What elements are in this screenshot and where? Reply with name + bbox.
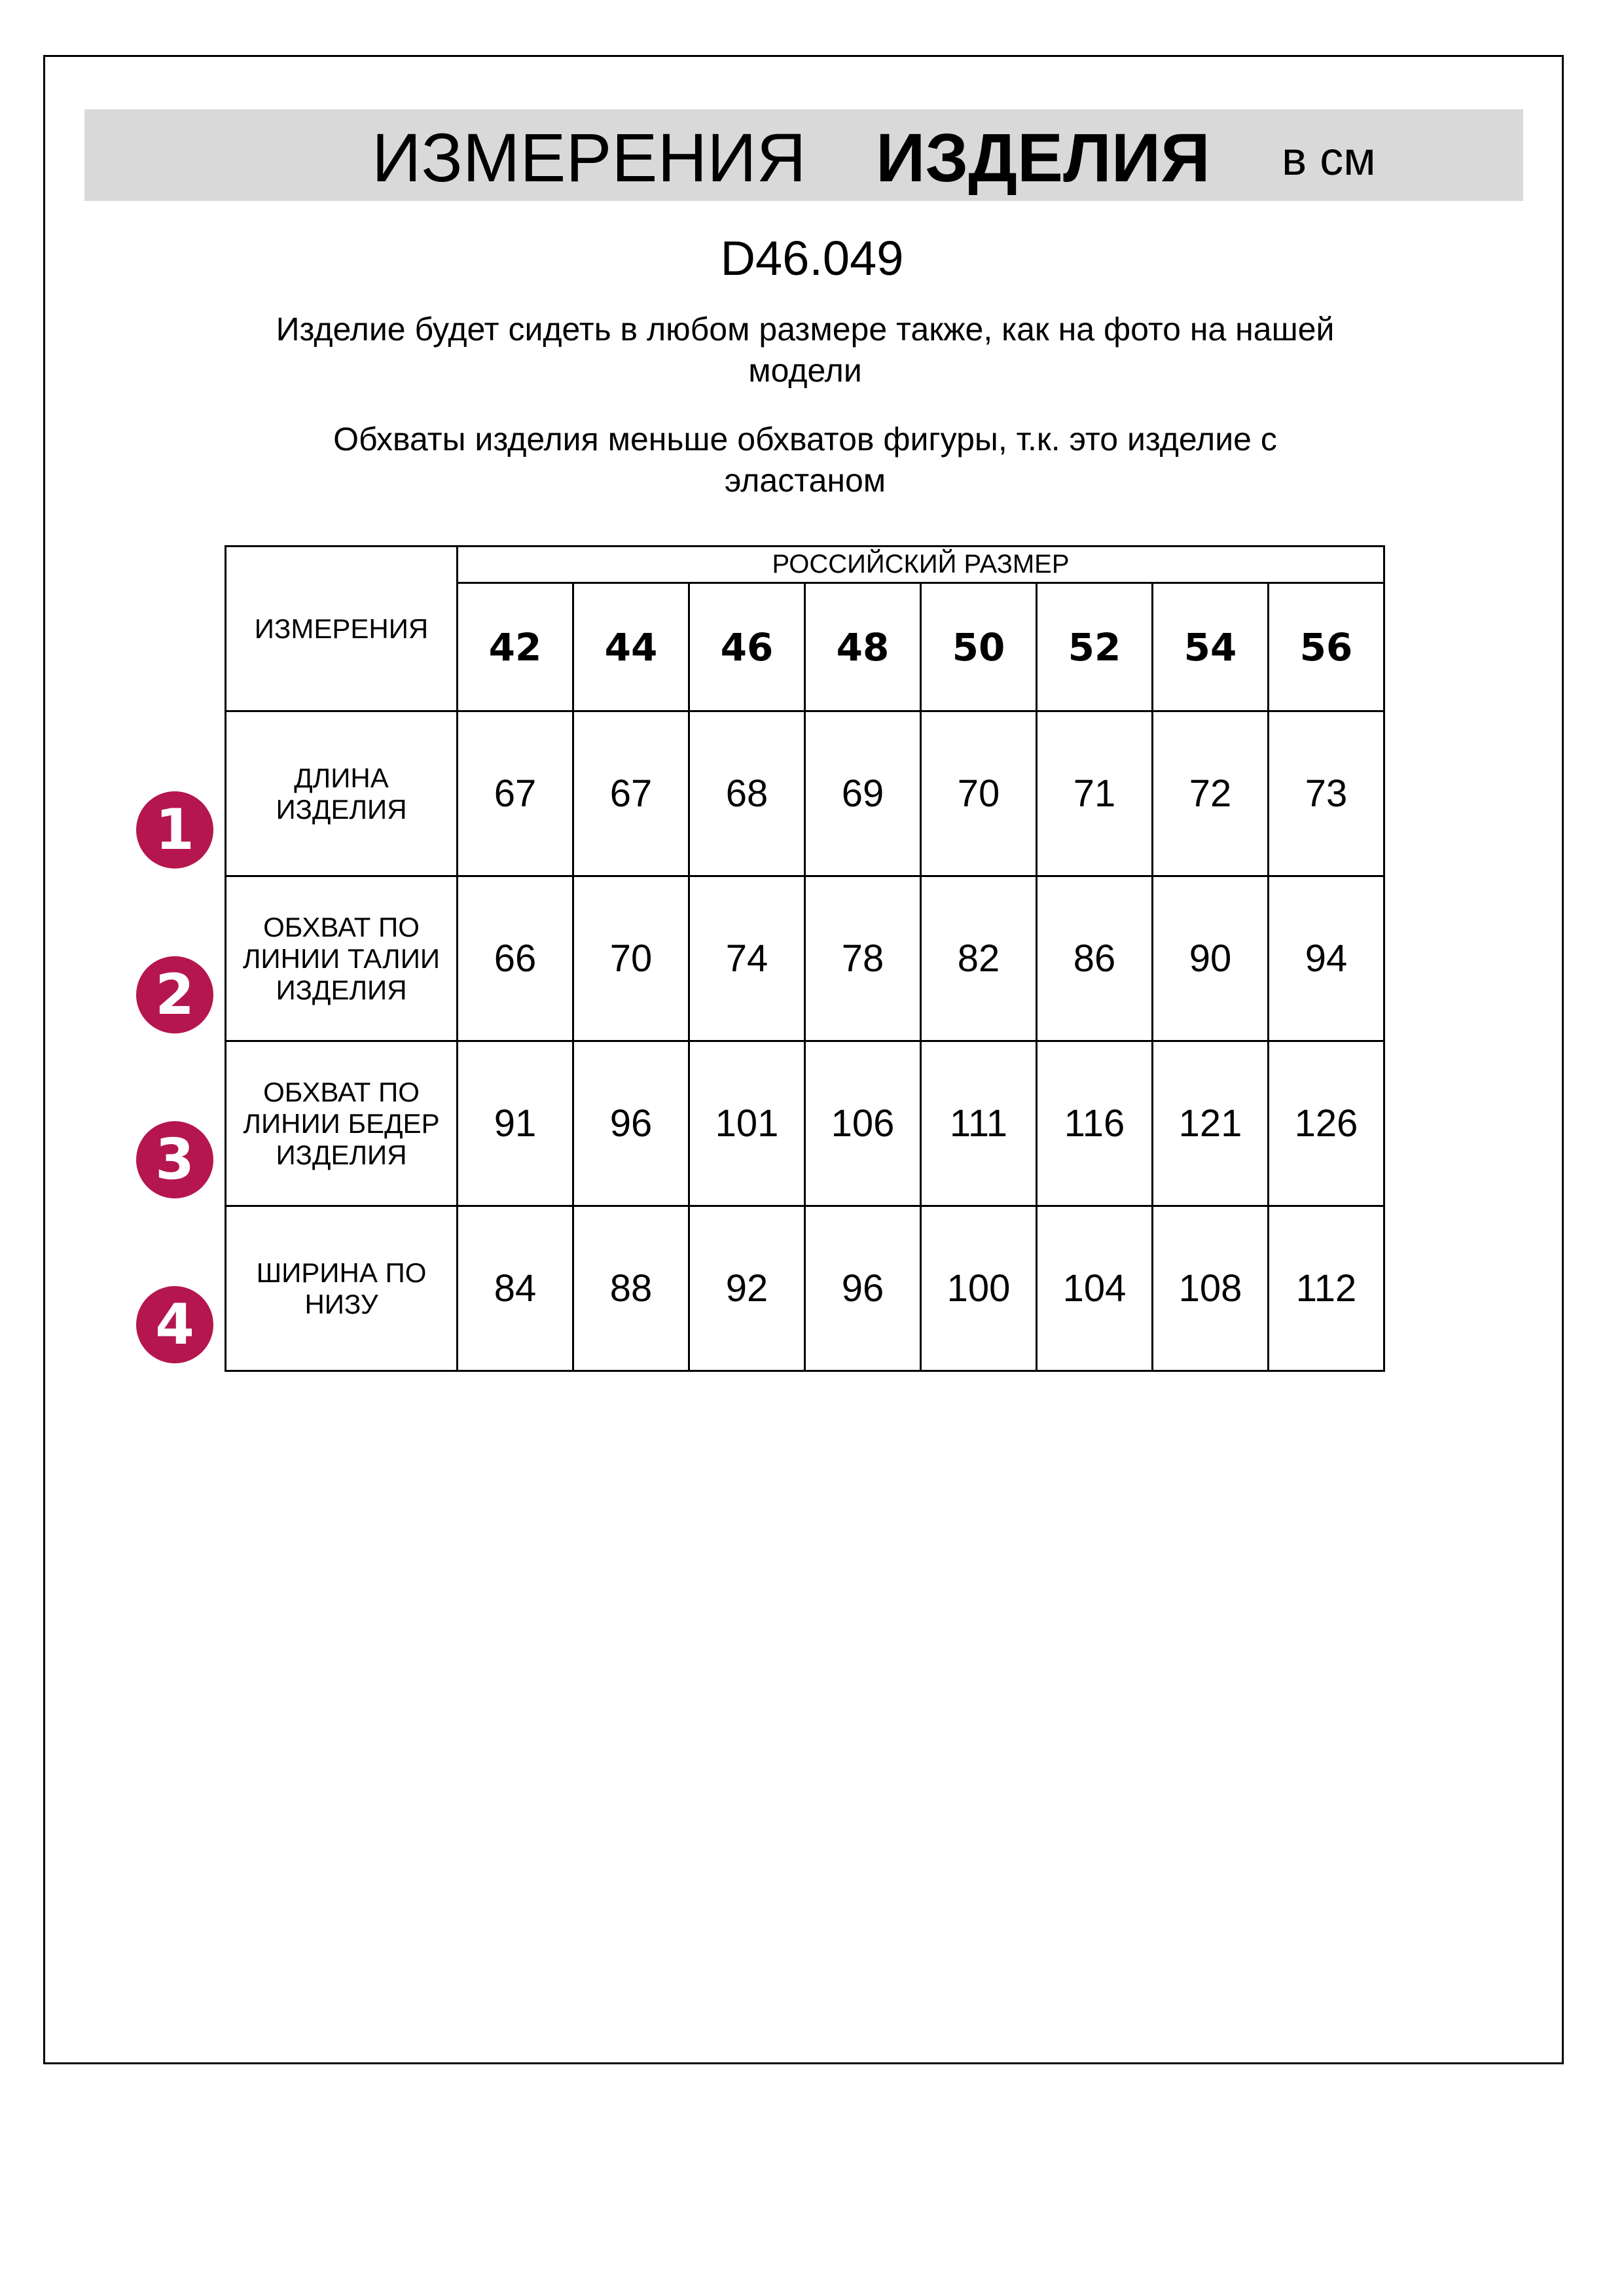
table-cell: 71 — [1037, 711, 1153, 876]
table-header-row — [226, 547, 1384, 583]
table-cell: 72 — [1153, 711, 1269, 876]
title-part-1: ИЗМЕРЕНИЯ — [372, 120, 806, 196]
product-code: D46.049 — [720, 231, 904, 285]
table-cell: 70 — [573, 876, 689, 1041]
table-cell: 96 — [805, 1206, 921, 1371]
size-header: 44 — [573, 583, 689, 711]
table-cell: 84 — [458, 1206, 573, 1371]
russian-size-header: РОССИЙСКИЙ РАЗМЕР — [458, 547, 1384, 583]
table-cell: 68 — [689, 711, 805, 876]
fit-note: Изделие будет сидеть в любом размере также, как на фото на нашей модели — [276, 311, 1335, 389]
table-cell: 73 — [1269, 711, 1384, 876]
table-cell: 101 — [689, 1041, 805, 1206]
table-cell: 116 — [1037, 1041, 1153, 1206]
table-cell: 66 — [458, 876, 573, 1041]
table-cell: 67 — [458, 711, 573, 876]
table-cell: 126 — [1269, 1041, 1384, 1206]
row-number-badge: 1 — [136, 791, 213, 869]
table-cell: 69 — [805, 711, 921, 876]
table-cell: 106 — [805, 1041, 921, 1206]
table-cell: 74 — [689, 876, 805, 1041]
row-number-badge: 4 — [136, 1286, 213, 1363]
table-row — [226, 876, 1384, 1041]
size-header: 56 — [1269, 583, 1384, 711]
table-cell: 96 — [573, 1041, 689, 1206]
size-header: 54 — [1153, 583, 1269, 711]
table-cell: 78 — [805, 876, 921, 1041]
size-header: 50 — [921, 583, 1037, 711]
table-cell: 82 — [921, 876, 1037, 1041]
title-part-2: ИЗДЕЛИЯ — [876, 120, 1210, 196]
table-cell: 104 — [1037, 1206, 1153, 1371]
measurements-header: ИЗМЕРЕНИЯ — [226, 547, 458, 711]
row-number-badge: 3 — [136, 1121, 213, 1198]
table-cell: 92 — [689, 1206, 805, 1371]
table-cell: 112 — [1269, 1206, 1384, 1371]
title-unit: в см — [1282, 133, 1376, 185]
table-cell: 88 — [573, 1206, 689, 1371]
table-cell: 111 — [921, 1041, 1037, 1206]
table-cell: 67 — [573, 711, 689, 876]
row-label: ОБХВАТ ПО ЛИНИИ ТАЛИИ ИЗДЕЛИЯ — [226, 876, 458, 1041]
size-header: 42 — [458, 583, 573, 711]
table-row — [226, 711, 1384, 876]
size-table — [225, 545, 1385, 1372]
row-label: ОБХВАТ ПО ЛИНИИ БЕДЕР ИЗДЕЛИЯ — [226, 1041, 458, 1206]
size-header: 46 — [689, 583, 805, 711]
title-banner — [84, 109, 1523, 201]
row-number-badge: 2 — [136, 956, 213, 1033]
table-cell: 90 — [1153, 876, 1269, 1041]
row-label: ШИРИНА ПО НИЗУ — [226, 1206, 458, 1371]
table-cell: 121 — [1153, 1041, 1269, 1206]
table-cell: 100 — [921, 1206, 1037, 1371]
size-header: 48 — [805, 583, 921, 711]
table-row — [226, 1041, 1384, 1206]
size-header: 52 — [1037, 583, 1153, 711]
row-label: ДЛИНА ИЗДЕЛИЯ — [226, 711, 458, 876]
table-cell: 94 — [1269, 876, 1384, 1041]
table-cell: 70 — [921, 711, 1037, 876]
table-cell: 86 — [1037, 876, 1153, 1041]
table-row — [226, 1206, 1384, 1371]
elastane-note: Обхваты изделия меньше обхватов фигуры, т.к. это изделие с эластаном — [333, 421, 1277, 499]
table-cell: 91 — [458, 1041, 573, 1206]
table-cell: 108 — [1153, 1206, 1269, 1371]
